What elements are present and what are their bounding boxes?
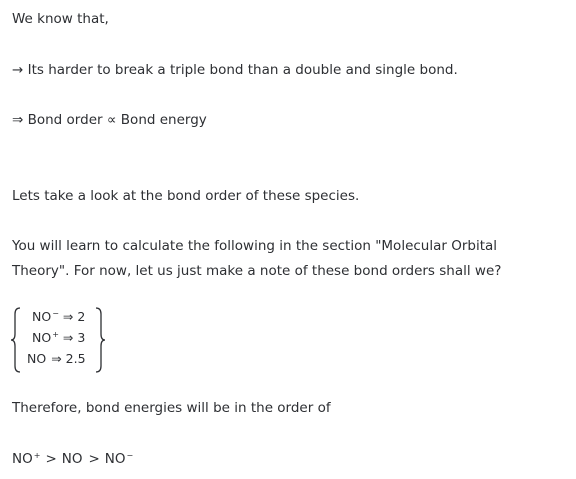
learn-text-line-1: You will learn to calculate the following in the section "Molecular Orbital [12, 238, 498, 254]
bond-order-value: 2.5 [65, 351, 86, 366]
left-brace-icon [10, 306, 22, 374]
implies-arrow-icon: ⇒ [12, 112, 24, 128]
look-text: Lets take a look at the bond order of these species. [12, 188, 360, 204]
proportional-symbol: ∝ [106, 112, 117, 128]
implies-arrow-icon: ⇒ [62, 309, 74, 324]
bond-order-row [27, 351, 86, 369]
point-harder-to-break [12, 61, 458, 79]
species-name: NO [61, 451, 83, 467]
right-arrow-icon: → [12, 62, 24, 78]
charge-superscript: − [52, 309, 59, 318]
point-text: Its harder to break a triple bond than a double and single bond. [27, 62, 458, 78]
bond-energy-order [12, 450, 133, 470]
species-name: NO [32, 330, 52, 345]
learn-text-line-2: Theory". For now, let us just make a note of these bond orders shall we? [12, 263, 502, 279]
intro-text: We know that, [12, 11, 109, 27]
bond-order-label: Bond order [27, 112, 103, 128]
species-name: NO [12, 451, 33, 467]
point-proportionality [12, 111, 207, 129]
greater-than-symbol: > [45, 451, 57, 467]
charge-superscript: − [126, 451, 134, 460]
implies-arrow-icon: ⇒ [51, 351, 62, 366]
bond-order-row [32, 309, 85, 327]
right-brace-icon [94, 306, 106, 374]
greater-than-symbol: > [88, 451, 100, 467]
charge-superscript: + [52, 330, 59, 339]
charge-superscript: + [33, 451, 41, 460]
bond-energy-label: Bond energy [120, 112, 207, 128]
bond-order-value: 2 [77, 309, 86, 324]
species-name: NO [27, 351, 47, 366]
conclusion-text: Therefore, bond energies will be in the order of [12, 400, 331, 416]
implies-arrow-icon: ⇒ [62, 330, 74, 345]
species-name: NO [104, 451, 126, 467]
species-name: NO [32, 309, 52, 324]
bond-order-system [10, 306, 120, 374]
bond-order-row [32, 330, 85, 348]
bond-order-value: 3 [77, 330, 86, 345]
